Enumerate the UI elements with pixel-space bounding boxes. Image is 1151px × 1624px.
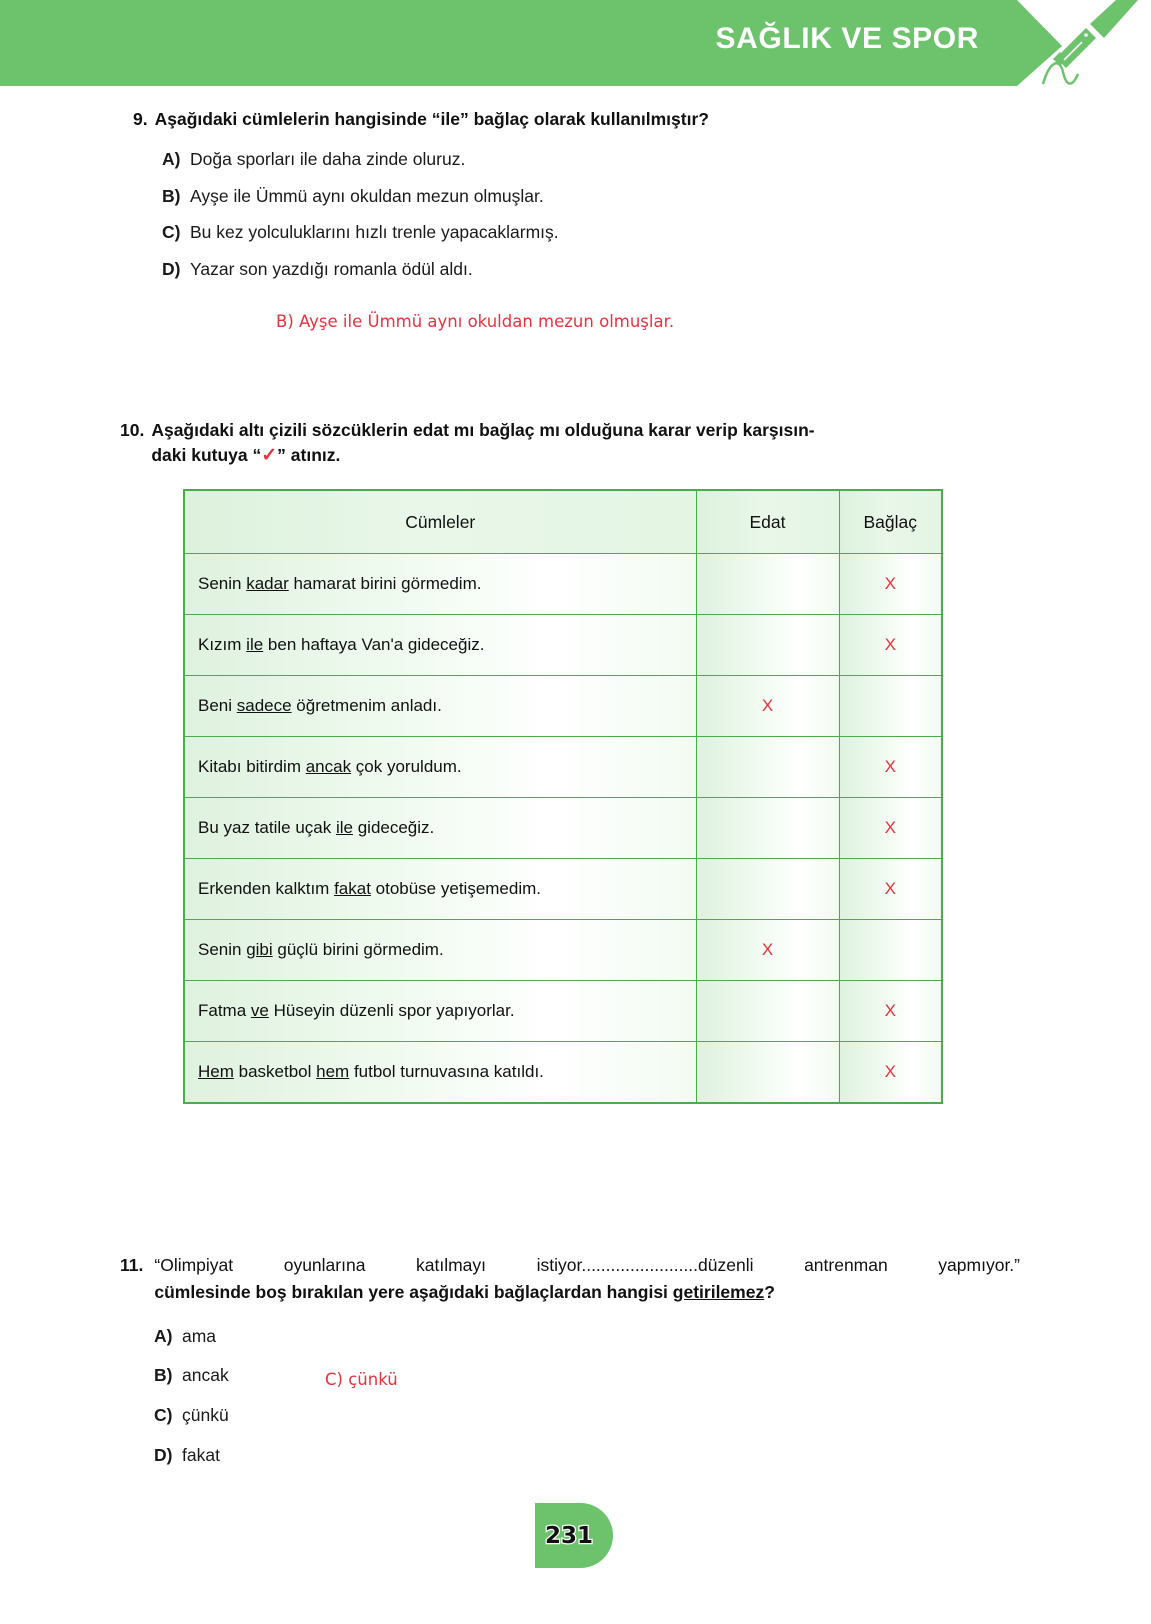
sentence-pre: Kitabı bitirdim (198, 757, 306, 776)
question-11-option-d[interactable] (154, 1444, 1020, 1467)
question-10-prompt-line2-pre: daki kutuya “ (151, 444, 262, 465)
table-cell-edat[interactable] (696, 859, 839, 920)
table-cell-sentence (184, 859, 696, 920)
option-letter: B) (162, 185, 181, 206)
question-11-prompt (154, 1253, 1020, 1305)
question-9-option-a[interactable] (162, 148, 1013, 171)
underlined-word: ve (250, 1001, 269, 1020)
table-cell-edat[interactable] (696, 737, 839, 798)
sentence-pre: Senin (198, 574, 247, 593)
question-11 (120, 1253, 1020, 1467)
table-row (184, 981, 942, 1042)
page-number: 231 (544, 1522, 593, 1549)
question-11-option-b[interactable] (154, 1364, 1020, 1387)
option-letter: B) (154, 1365, 173, 1386)
option-letter: D) (154, 1444, 173, 1465)
table-header-cumleler: Cümleler (184, 490, 696, 554)
question-10-prompt (151, 418, 1010, 470)
question-9-heading (133, 107, 1013, 132)
table-cell-sentence (184, 920, 696, 981)
table-cell-sentence (184, 737, 696, 798)
sentence-post: öğretmenim anladı. (291, 696, 442, 715)
sentence-post: Hüseyin düzenli spor yapıyorlar. (268, 1001, 515, 1020)
question-9 (133, 107, 1013, 295)
underlined-word-2: hem (316, 1062, 350, 1081)
option-text: ama (182, 1325, 217, 1346)
edat-baglac-table (183, 489, 943, 1104)
question-11-option-c[interactable] (154, 1404, 1020, 1427)
option-text: Yazar son yazdığı romanla ödül aldı. (190, 259, 473, 280)
underlined-word: Hem (198, 1062, 234, 1081)
sentence-pre: Kızım (198, 635, 247, 654)
option-text: ancak (182, 1365, 229, 1386)
option-text: Ayşe ile Ümmü aynı okuldan mezun olmuşlar. (190, 185, 544, 206)
prompt-post: ? (764, 1281, 775, 1302)
question-11-number: 11. (120, 1255, 144, 1275)
table-row (184, 798, 942, 859)
sentence-post: çok yoruldum. (351, 757, 462, 776)
question-9-number: 9. (133, 109, 148, 129)
question-10-number: 10. (120, 420, 145, 440)
sentence-pre: Senin (198, 940, 247, 959)
sentence-pre: Bu yaz tatile uçak (198, 818, 336, 837)
underlined-word: ile (335, 818, 353, 837)
table-header-baglac: Bağlaç (839, 490, 942, 554)
question-10-heading (120, 418, 1010, 470)
prompt-pre: cümlesinde boş bırakılan yere aşağıdaki bağlaçlardan hangisi (154, 1281, 673, 1302)
table-row (184, 920, 942, 981)
underlined-word: kadar (246, 574, 289, 593)
option-letter: C) (154, 1405, 173, 1426)
question-9-option-d[interactable] (162, 258, 1013, 281)
prompt-underlined: getirilemez (672, 1281, 765, 1302)
table-cell-baglac[interactable]: X (839, 737, 942, 798)
question-11-options (154, 1325, 1020, 1467)
question-10-prompt-line1: Aşağıdaki altı çizili sözcüklerin edat mı bağlaç mı olduğuna karar verip karşısın- (151, 420, 815, 440)
question-11-prompt-line1: “Olimpiyat oyunlarına katılmayı istiyor........................düzenli antrenman yapmıyor.” (154, 1255, 1020, 1275)
page-title: SAĞLIK VE SPOR (715, 22, 979, 55)
sentence-post: otobüse yetişemedim. (370, 879, 542, 898)
table-row (184, 1042, 942, 1104)
table-cell-baglac[interactable]: X (839, 1042, 942, 1104)
option-text: Bu kez yolculuklarını hızlı trenle yapacaklarmış. (190, 222, 559, 243)
table-cell-baglac[interactable]: X (839, 859, 942, 920)
table-row (184, 737, 942, 798)
table-cell-edat[interactable]: X (696, 676, 839, 737)
table-cell-baglac[interactable]: X (839, 798, 942, 859)
sentence-pre: Fatma (198, 1001, 251, 1020)
table-cell-baglac[interactable]: X (839, 554, 942, 615)
table-cell-baglac[interactable] (839, 676, 942, 737)
question-11-prompt-line2 (154, 1280, 1020, 1305)
question-9-option-b[interactable] (162, 185, 1013, 208)
table-cell-sentence (184, 615, 696, 676)
option-letter: C) (162, 222, 181, 243)
table-row (184, 859, 942, 920)
question-11-option-a[interactable] (154, 1325, 1020, 1348)
option-text: Doğa sporları ile daha zinde oluruz. (190, 148, 466, 169)
sentence-post: hamarat birini görmedim. (288, 574, 482, 593)
question-11-answer: C) çünkü (325, 1370, 398, 1389)
question-9-answer: B) Ayşe ile Ümmü aynı okuldan mezun olmuşlar. (276, 312, 675, 331)
sentence-post: futbol turnuvasına katıldı. (349, 1062, 544, 1081)
option-letter: A) (154, 1325, 173, 1346)
table-cell-sentence (184, 798, 696, 859)
sentence-mid: basketbol (233, 1062, 317, 1081)
table-cell-edat[interactable] (696, 981, 839, 1042)
table-cell-baglac[interactable] (839, 920, 942, 981)
table-cell-edat[interactable]: X (696, 920, 839, 981)
question-10-prompt-line2-post: ” atınız. (277, 444, 341, 465)
sentence-post: ben haftaya Van'a gideceğiz. (263, 635, 485, 654)
option-text: fakat (182, 1444, 220, 1465)
underlined-word: ile (246, 635, 264, 654)
table-cell-edat[interactable] (696, 554, 839, 615)
table-cell-baglac[interactable]: X (839, 615, 942, 676)
table-cell-edat[interactable] (696, 798, 839, 859)
underlined-word: gibi (246, 940, 273, 959)
sentence-pre: Beni (198, 696, 237, 715)
underlined-word: sadece (236, 696, 292, 715)
page-header-banner (0, 0, 1151, 104)
question-11-heading (120, 1253, 1020, 1305)
table-cell-sentence (184, 981, 696, 1042)
question-9-prompt: Aşağıdaki cümlelerin hangisinde “ile” bağlaç olarak kullanılmıştır? (154, 109, 709, 129)
table-cell-baglac[interactable]: X (839, 981, 942, 1042)
sentence-pre: Erkenden kalktım (198, 879, 335, 898)
underlined-word: fakat (334, 879, 371, 898)
option-text: çünkü (182, 1405, 229, 1426)
table-header-edat: Edat (696, 490, 839, 554)
underlined-word: ancak (305, 757, 352, 776)
table-cell-sentence (184, 676, 696, 737)
table-cell-edat[interactable] (696, 615, 839, 676)
table-cell-sentence (184, 554, 696, 615)
fountain-pen-icon (1020, 0, 1151, 104)
question-9-options (162, 148, 1013, 281)
table-row (184, 554, 942, 615)
table-header-row (184, 490, 942, 554)
option-letter: D) (162, 259, 181, 280)
option-letter: A) (162, 148, 181, 169)
check-icon: ✓ (261, 444, 278, 466)
table-row (184, 615, 942, 676)
table-cell-sentence (184, 1042, 696, 1104)
table-row (184, 676, 942, 737)
sentence-post: güçlü birini görmedim. (272, 940, 444, 959)
question-10 (120, 418, 1010, 470)
table-cell-edat[interactable] (696, 1042, 839, 1104)
question-9-option-c[interactable] (162, 221, 1013, 244)
sentence-post: gideceğiz. (352, 818, 435, 837)
